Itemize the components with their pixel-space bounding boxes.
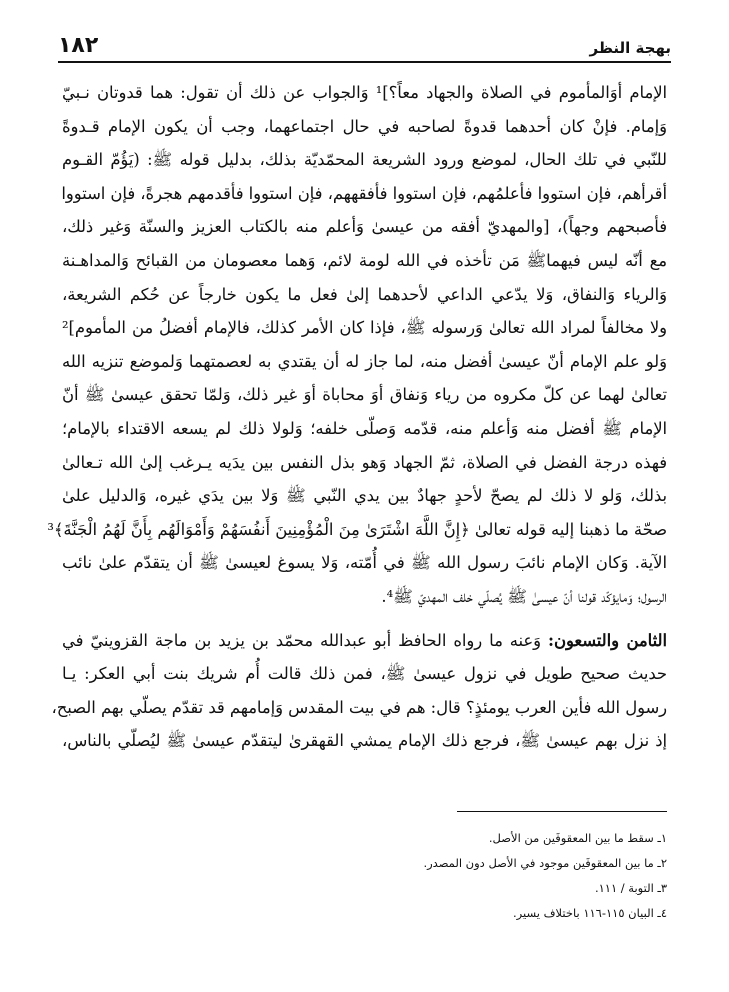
footnotes [62,826,667,926]
footnote: ١ـ سقط ما بين المعقوفَين من الأصل. [488,831,667,845]
header-divider [58,61,671,63]
text-line: تعالىٰ لهما عن كلّ مكروه من رياء وَنفاق أوَ محاباة أوَ غير ذلك، وَلمّا تحقق عيسىٰ ﷺ أنّ [62,385,667,405]
section-heading: الثامن والتسعون: [548,630,667,650]
text-line: مع أنّه ليس فيهماﷺ مَن تأخذه في الله لومة لائم، وَهما معصومان من القبائح وَالمداهـنة [62,250,667,270]
main-text [47,76,667,758]
text-line: أقرأهم، فإن استووا فأعلمُهم، فإن استووا فأفقههم، فإن استووا فأقدمهم هجرةً، فإن استووا [61,183,667,203]
text-line: فأصبحهم وجهاً)، [والمهديّ أفقه من عيسىٰ وَأعلم منه بالكتاب العزيز والسنّة وَغير ذلك، [62,217,667,237]
text-line: الآية. وَكان الإمام نائبَ رسول الله ﷺ في أُمّته، وَلا يسوغ لعيسىٰ ﷺ أن يتقدّم علىٰ نائب [62,553,667,573]
running-title: بهجة النظر [589,39,671,57]
page-header [58,28,671,58]
text-line: حديث صحيح طويل في نزول عيسىٰ ﷺ، فمن ذلك قالت أُم شريك بنت أبي العكر: يـا [62,664,667,684]
text-line: رسول الله فأين العرب يومئذٍ؟ قال: هم في بيت المقدس وَإمامهم قد تقدّم يصلّي بهم الصبح، [51,697,667,717]
text-line: للنّبي في تلك الحال، لموضع ورود الشريعة المحمّديّة بذلك، بدليل قوله ﷺ: (يَؤُمّ القـوم [62,150,667,170]
text-line [62,624,667,658]
footnote: ٣ـ التوبة / ١١١. [594,881,667,895]
text-line: ولا مخالفاً لمراد الله تعالىٰ وَرسوله ﷺ، فإذا كان الأمر كذلك، فالإمام أفضلُ من المأموم]² [62,318,667,338]
text-line: الرسول؛ وَمايؤكّد قولنا أنّ عيسىٰ ﷺ يُصلّي خلف المهديّ ﷺ⁴. [381,586,667,606]
text-line: إذ نزل بهم عيسىٰ ﷺ، فرجع ذلك الإمام يمشي القهقرىٰ ليتقدّم عيسىٰ ﷺ ليُصلّي بالناس، [62,731,667,751]
text-line: وَالرياء وَالنفاق، وَلا يدّعي الداعي لأحدهما إلىٰ فعل ما يكون خارجاً عن حُكم الشريعة، [62,284,667,304]
text-line: بذلك، وَلو لا ذلك لم يصحّ لأحدٍ جهادٌ بين يدي النّبي ﷺ وَلا بين يدَي غيره، وَالدليل علىٰ [62,486,667,506]
text-line: صحّة ما ذهبنا إليه قوله تعالىٰ ﴿إِنَّ اللَّهَ اشْتَرَىٰ مِنَ الْمُؤْمِنِينَ أَنفُسَهُمْ وَأَمْوَالَهُم بِأَنَّ لَهُمُ الْجَنَّةَ﴾³ [47,519,667,539]
text-line: الإمام أوَالمأموم في الصلاة والجهاد معاً؟]¹ وَالجواب عن ذلك أن تقول: هما قدوتان نـبيّ [62,83,667,102]
text-line: وَلو علم الإمام أنّ عيسىٰ أفضل منه، لما جاز له أن يقتدي به لعصمتهما وَلموضع تنزيه الله [62,351,667,371]
text-line: وَإمام. فإنْ كان أحدهما قدوةً لصاحبه في حال اجتماعهما، وجب أن يكون الإمام قـدوةً [62,116,667,136]
footnote: ٤ـ البيان ١١٥-١١٦ باختلاف يسير. [513,906,667,920]
footnote: ٢ـ ما بين المعقوفَين موجود في الأصل دون المصدر. [423,856,667,870]
page-number: ١٨٢ [58,33,99,58]
paragraph-gap [62,614,667,624]
footnote-divider [457,811,667,812]
text-line: فهذه درجة الفضل في الصلاة، ثمّ الجهاد وَهو بذل النفس بين يدَيه يـرغب إلىٰ الله تـعالىٰ [62,452,667,472]
text-line: الإمام ﷺ أفضل منه وَأعلم منه، قدّمه وَصلّى خلفه؛ وَلولا ذلك لم يسعه الاقتداء بالإمام؛ [62,418,667,438]
text-run: وَعنه ما رواه الحافظ أبو عبدالله محمّد بن يزيد بن ماجة القزوينيّ في [62,630,542,650]
